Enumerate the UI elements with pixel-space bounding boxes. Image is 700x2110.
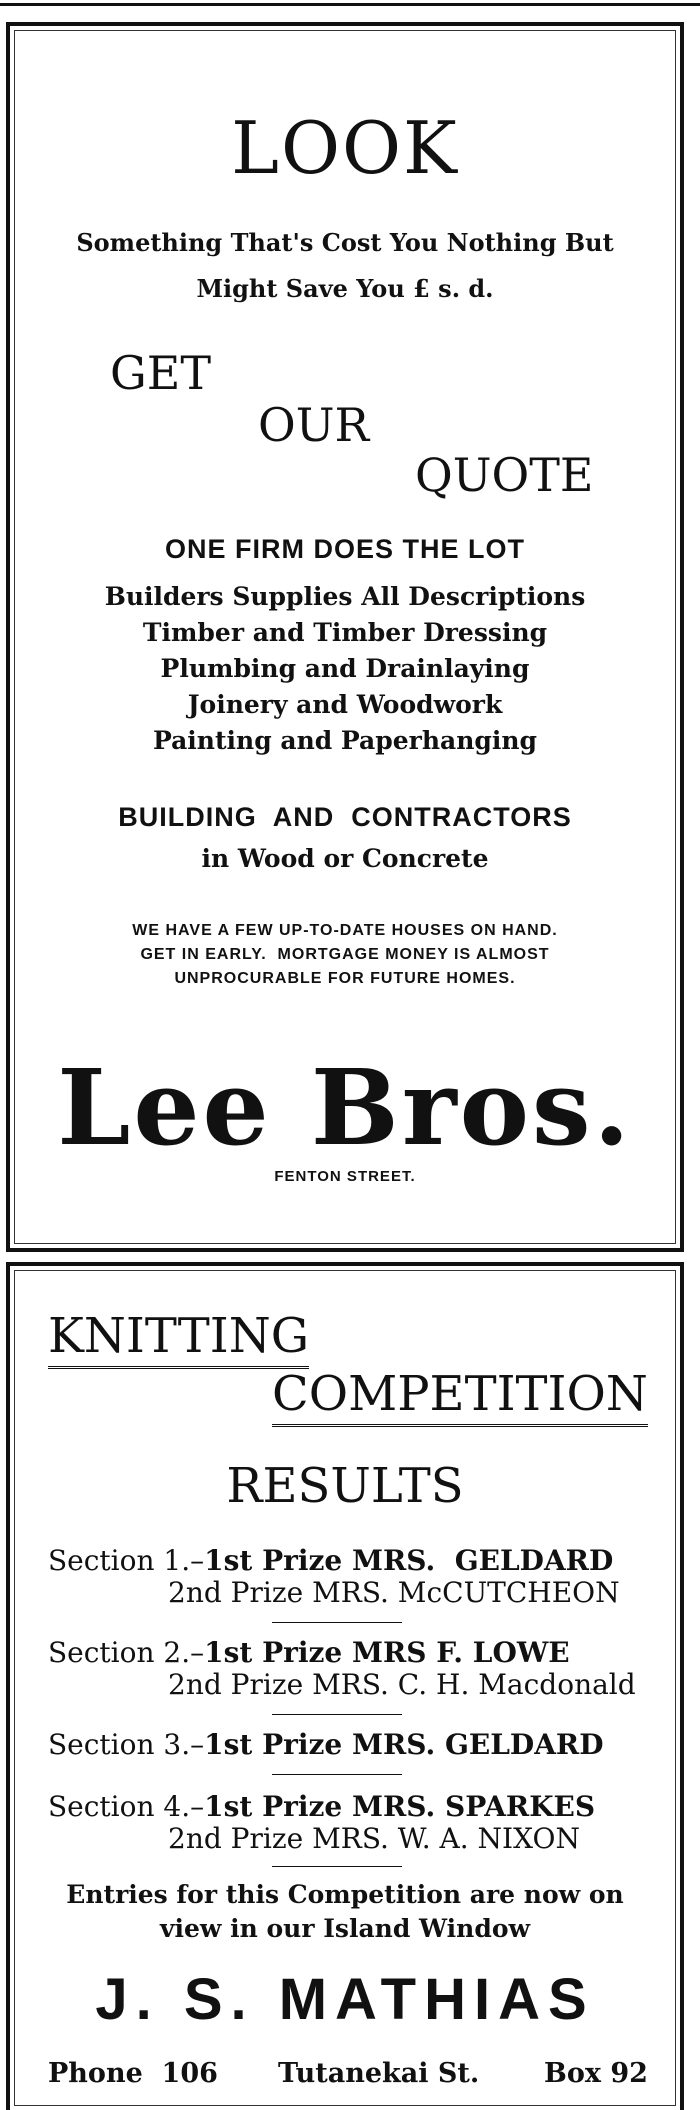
section-3-first: [48, 1728, 603, 1761]
phone: Phone 106: [48, 2058, 218, 2089]
get-word: GET: [110, 346, 212, 400]
section-4-first: [48, 1790, 595, 1823]
our-word: OUR: [258, 398, 370, 452]
service-item: Joinery and Woodwork: [187, 690, 503, 719]
mathias-logo: J. S. MATHIAS: [95, 1967, 595, 2032]
mathias-advertisement: [6, 1262, 684, 2110]
first-prize: 1st Prize MRS. GELDARD: [204, 1544, 614, 1577]
notice-line: WE HAVE A FEW UP-TO-DATE HOUSES ON HAND.: [132, 922, 558, 939]
look-headline: LOOK: [231, 106, 459, 190]
wood-or-concrete: in Wood or Concrete: [201, 844, 489, 873]
section-2-first: [48, 1636, 570, 1669]
street: Tutanekai St.: [278, 2058, 480, 2089]
tagline-line-1: Something That's Cost You Nothing But: [76, 228, 614, 257]
notice-line: UNPROCURABLE FOR FUTURE HOMES.: [174, 970, 516, 987]
section-2-second: 2nd Prize MRS. C. H. Macdonald: [168, 1668, 636, 1701]
service-item: Painting and Paperhanging: [152, 726, 538, 755]
competition-title: COMPETITION: [272, 1366, 648, 1427]
box-number: Box 92: [544, 2058, 648, 2089]
section-1-second: 2nd Prize MRS. McCUTCHEON: [168, 1576, 620, 1609]
quote-word: QUOTE: [415, 448, 594, 502]
service-item: Timber and Timber Dressing: [142, 618, 548, 647]
service-item: Builders Supplies All Descriptions: [104, 582, 586, 611]
divider: [272, 1714, 402, 1715]
entries-line-1: Entries for this Competition are now on: [66, 1880, 624, 1909]
service-item: Plumbing and Drainlaying: [160, 654, 530, 683]
divider: [272, 1866, 402, 1867]
results-heading: RESULTS: [226, 1458, 464, 1514]
section-label: Section 2.–: [48, 1636, 205, 1669]
lee-bros-advertisement: [6, 22, 684, 1252]
entries-line-2: view in our Island Window: [159, 1914, 531, 1943]
section-1-first: [48, 1544, 613, 1577]
building-contractors-heading: BUILDING AND CONTRACTORS: [118, 802, 572, 832]
first-prize: 1st Prize MRS F. LOWE: [204, 1636, 570, 1669]
notice-line: GET IN EARLY. MORTGAGE MONEY IS ALMOST: [140, 946, 550, 963]
address: FENTON STREET.: [274, 1168, 416, 1185]
knitting-title: KNITTING: [48, 1308, 309, 1369]
tagline-line-2: Might Save You £ s. d.: [196, 274, 494, 303]
divider: [272, 1774, 402, 1775]
top-rule: [0, 0, 700, 6]
section-4-second: 2nd Prize MRS. W. A. NIXON: [168, 1822, 580, 1855]
first-prize: 1st Prize MRS. GELDARD: [204, 1728, 604, 1761]
one-firm-heading: ONE FIRM DOES THE LOT: [164, 534, 525, 564]
section-label: Section 3.–: [48, 1728, 205, 1761]
first-prize: 1st Prize MRS. SPARKES: [204, 1790, 596, 1823]
lee-bros-logo: Lee Bros.: [57, 1046, 633, 1169]
divider: [272, 1622, 402, 1623]
section-label: Section 1.–: [48, 1544, 205, 1577]
section-label: Section 4.–: [48, 1790, 205, 1823]
